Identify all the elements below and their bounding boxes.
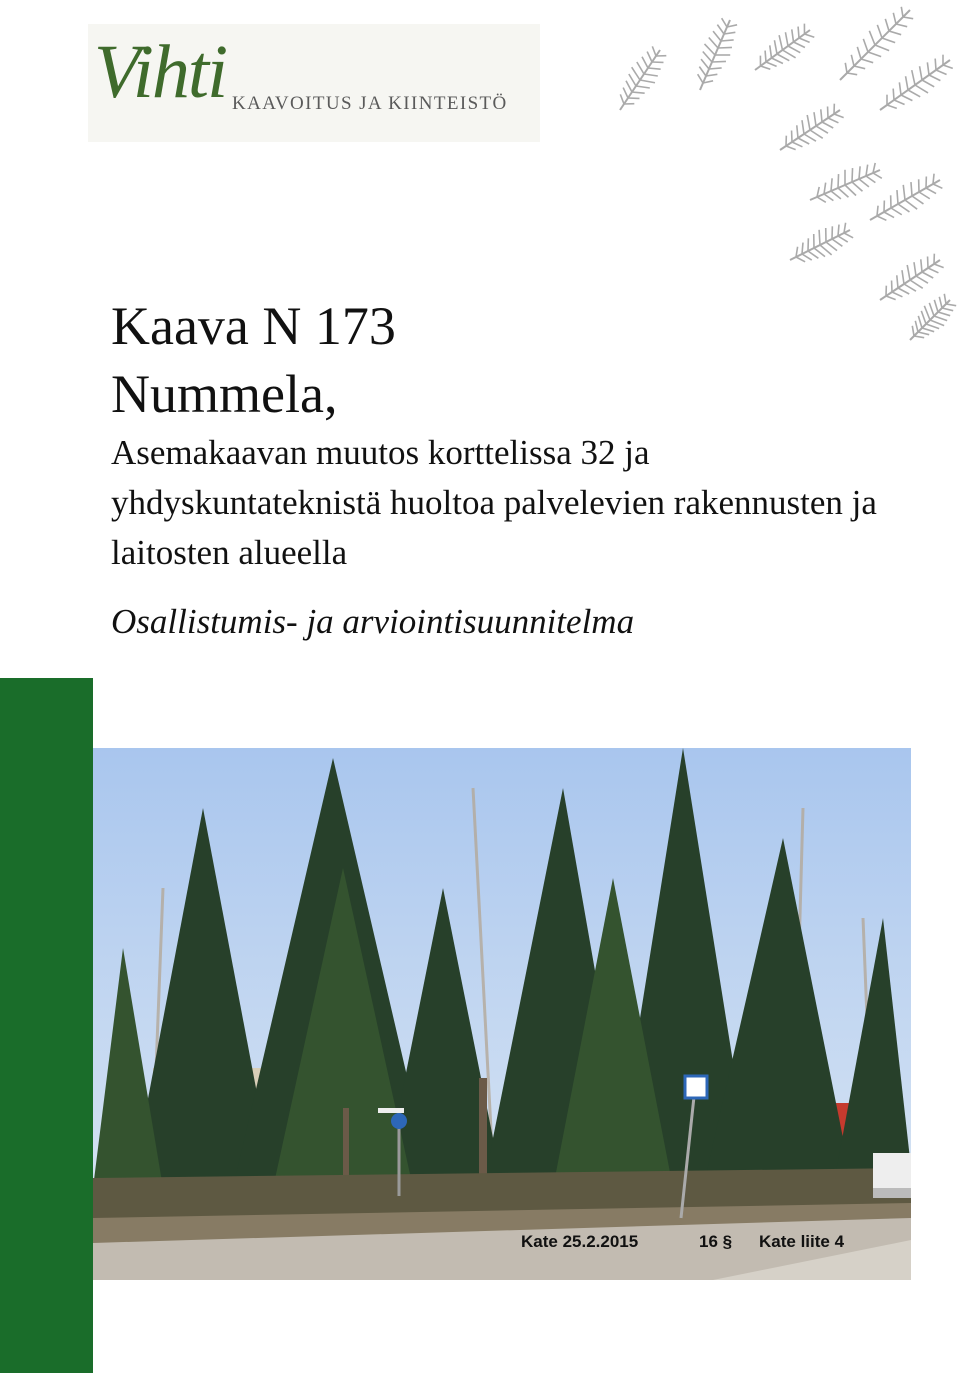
title-line-1: Kaava N 173 — [111, 296, 396, 356]
cover-photo — [93, 748, 911, 1280]
meeting-appendix: Kate liite 4 — [759, 1232, 845, 1251]
logo-wordmark: Vihti — [94, 30, 227, 114]
fern-fronds-decoration — [580, 0, 960, 360]
title-line-2: Nummela, — [111, 364, 338, 424]
document-type: Osallistumis- ja arviointisuunnitelma — [111, 602, 635, 641]
green-side-bar — [0, 678, 93, 1373]
meeting-date: Kate 25.2.2015 — [521, 1232, 639, 1251]
cover-photo-illustration — [93, 748, 911, 1280]
page-title — [111, 292, 396, 428]
logo-department: KAAVOITUS JA KIINTEISTÖ — [232, 93, 508, 114]
page-subtitle: Asemakaavan muutos korttelissa 32 ja yhdyskuntateknistä huoltoa palvelevien rakennusten ja laitosten alueella — [111, 433, 877, 572]
meeting-reference — [521, 1232, 844, 1252]
meeting-section: 16 § — [699, 1232, 733, 1251]
